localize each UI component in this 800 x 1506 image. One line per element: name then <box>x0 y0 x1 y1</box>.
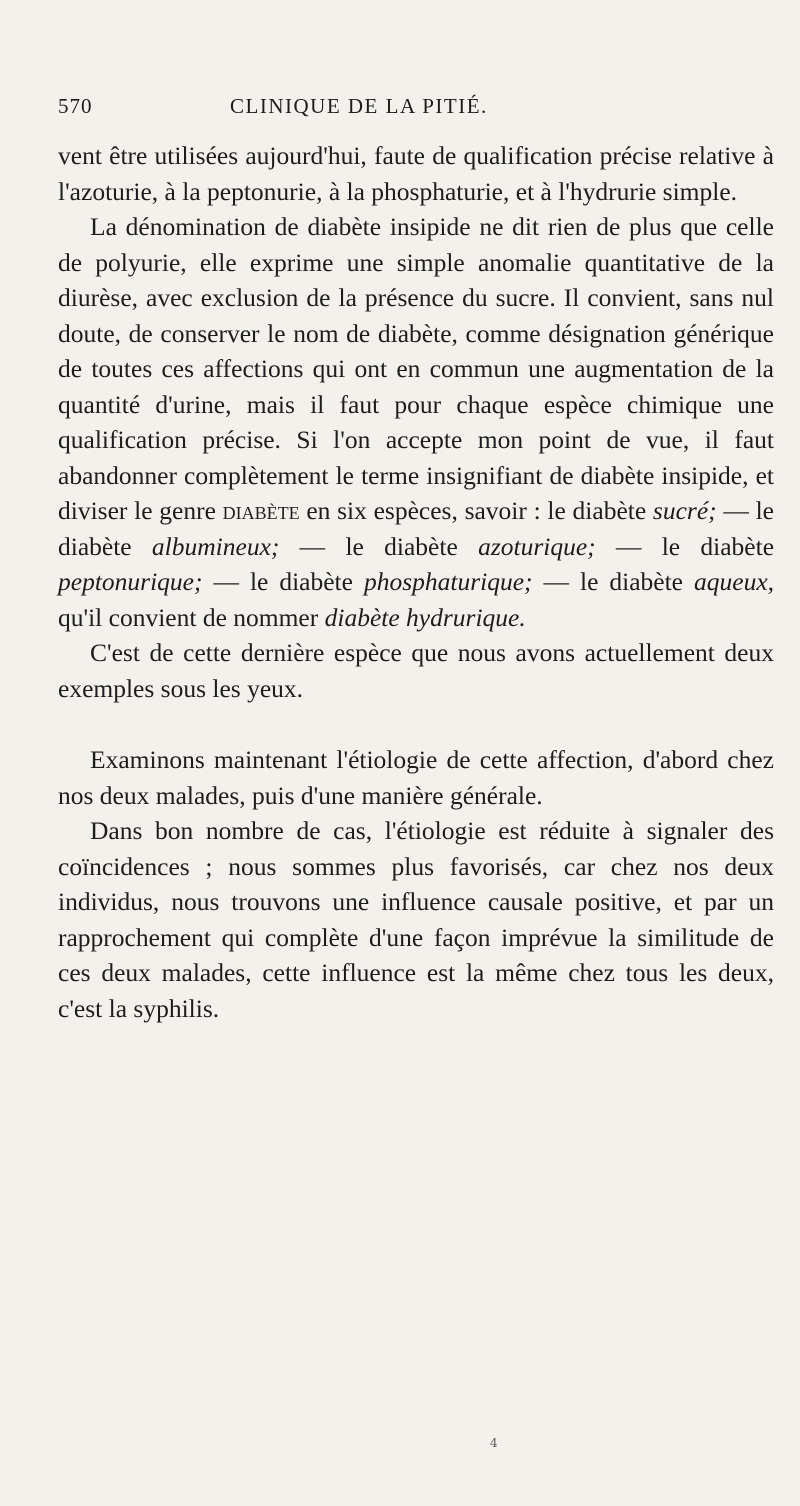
paragraph-3: C'est de cette dernière espèce que nous avons actuellement deux exemples sous les yeux. <box>58 638 774 703</box>
species-term: albumineux; <box>151 531 280 561</box>
paragraph-1: vent être utilisées aujourd'hui, faute de qualification précise relative à l'azoturie, à la peptonurie, à la phosphaturie, et à l'hydrurie simple. <box>58 141 774 206</box>
text-run: — le diabète <box>58 496 774 561</box>
text-run: — le diabète <box>532 567 694 596</box>
paragraph-2 <box>58 209 774 635</box>
page-number: 570 <box>58 94 93 118</box>
genus-term: diabète <box>222 496 300 525</box>
text-run: La dénomination de diabète insipide ne dit rien de plus que celle de polyurie, elle exprime une simple anomalie quantitative de la diurèse, avec exclusion de la présence du sucre. Il convient, sans nul doute, de conserver le nom de diabète, comme désignation générique de toutes ces affections qui ont en commun une augmentation de la quantité d'urine, mais il faut pour chaque espèce chimique une qualification précise. Si l'on accepte mon point de vue, il faut abandonner complètement le terme insignifiant de diabète insipide, et diviser le genre <box>58 212 774 525</box>
species-term: sucré; <box>652 496 717 525</box>
species-term: azoturique; <box>478 531 596 561</box>
page-title: CLINIQUE DE LA PITIÉ. <box>230 94 488 118</box>
species-term: aqueux, <box>694 567 775 596</box>
body-text <box>58 138 774 1026</box>
paragraph-5: Dans bon nombre de cas, l'étiologie est réduite à signaler des coïncidences ; nous sommes plus favorisés, car chez nos deux individus, nous trouvons une influence causale positive, et par un rapprochement qui complète d'une façon imprévue la similitude de ces deux malades, cette influence est la même chez tous les deux, c'est la syphilis. <box>58 816 774 1023</box>
paragraph-4: Examinons maintenant l'étiologie de cette affection, d'abord chez nos deux malades, puis d'une manière générale. <box>58 745 774 810</box>
species-term: peptonurique; <box>58 567 203 596</box>
text-run: — le diabète <box>202 567 364 596</box>
signature-mark: 4 <box>490 1436 498 1450</box>
species-term: diabète hydrurique. <box>324 602 526 632</box>
running-head <box>58 94 774 124</box>
species-term: phosphaturique; <box>363 567 533 596</box>
text-run: — le diabète <box>279 531 479 561</box>
text-run: qu'il convient de nommer <box>58 602 325 632</box>
text-run: — le diabète <box>595 531 775 561</box>
text-run: en six espèces, savoir : le diabète <box>299 496 653 525</box>
